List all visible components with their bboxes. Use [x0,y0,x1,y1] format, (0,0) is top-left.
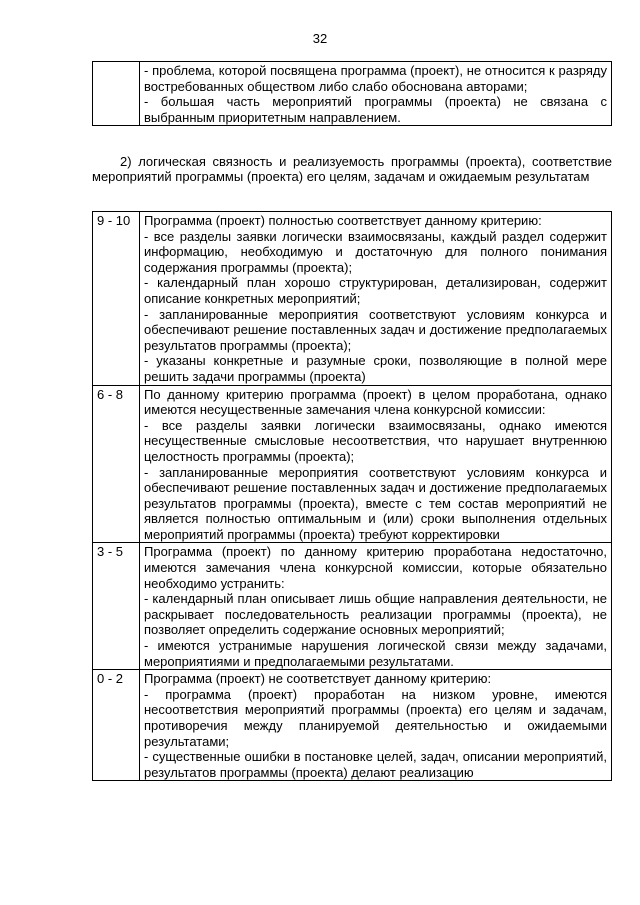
score-cell: 0 - 2 [93,670,140,781]
table-row [93,62,612,126]
score-cell: 6 - 8 [93,385,140,543]
text-line: - большая часть мероприятий программы (проекта) не связана с выбранным приоритетным направлением. [144,94,607,125]
text-line: - все разделы заявки логически взаимосвязаны, каждый раздел содержит информацию, необходимую и достаточную для полного понимания содержания программы (проекта); [144,228,607,275]
description-cell [140,212,612,386]
text-line: - календарный план хорошо структурирован, детализирован, содержит описание конкретных мероприятий; [144,275,607,306]
criterion-text: 2) логическая связность и реализуемость программы (проекта), соответствие мероприятий программы (проекта) его целям, задачам и ожидаемым результатам [92,154,612,185]
text-line: - проблема, которой посвящена программа (проект), не относится к разряду востребованных обществом либо слабо обоснована авторами; [144,63,607,94]
text-line: - календарный план описывает лишь общие направления деятельности, не раскрывает последовательность реализации программы (проекта), не позволяет определить содержание основных мероприятий; [144,591,607,638]
text-line: Программа (проект) полностью соответствует данному критерию: [144,213,542,228]
page-number: 32 [312,31,328,46]
description-cell [140,543,612,670]
description-cell [140,385,612,543]
text-line: - существенные ошибки в постановке целей, задач, описании мероприятий, результатов программы (проекта) делают реализацию [144,749,607,780]
score-cell: 9 - 10 [93,212,140,386]
criterion-heading [92,154,612,185]
score-cell [93,62,140,126]
text-line: Программа (проект) не соответствует данному критерию: [144,671,492,687]
text-line: - программа (проект) проработан на низком уровне, имеются несоответствия мероприятий программы (проекта) его целям и задачам, противоречия между планируемой деятельностью и ожидаемыми результатами; [144,686,607,749]
table-row [93,543,612,670]
criteria-table [92,211,612,781]
text-line: - имеются устранимые нарушения логической связи между задачами, мероприятиями и предполагаемыми результатами. [144,638,607,669]
continuation-table [92,61,612,126]
text-line: - запланированные мероприятия соответствуют условиям конкурса и обеспечивают решение поставленных задач и достижение предполагаемых результатов программы (проекта), вместе с тем состав мероприятий не является полностью оптимальным и (или) сроки выполнения отдельных мероприятий программы (проекта) требуют корректировки [144,464,607,542]
description-cell [140,670,612,781]
text-line: - все разделы заявки логически взаимосвязаны, однако имеются несущественные смысловые несоответствия, что нарушает внутреннюю целостность программы (проекта); [144,417,607,464]
score-cell: 3 - 5 [93,543,140,670]
table-row [93,212,612,386]
text-line: - указаны конкретные и разумные сроки, позволяющие в полной мере решить задачи программы (проекта) [144,353,607,384]
table-row [93,670,612,781]
text-line: - запланированные мероприятия соответствуют условиям конкурса и обеспечивают решение поставленных задач и достижение предполагаемых результатов программы (проекта); [144,306,607,353]
description-cell [140,62,612,126]
text-line: По данному критерию программа (проект) в целом проработана, однако имеются несущественные замечания члена конкурсной комиссии: [144,386,607,418]
text-line: Программа (проект) по данному критерию проработана недостаточно, имеются замечания члена конкурсной комиссии, которые обязательно необходимо устранить: [144,544,607,591]
table-row [93,385,612,543]
